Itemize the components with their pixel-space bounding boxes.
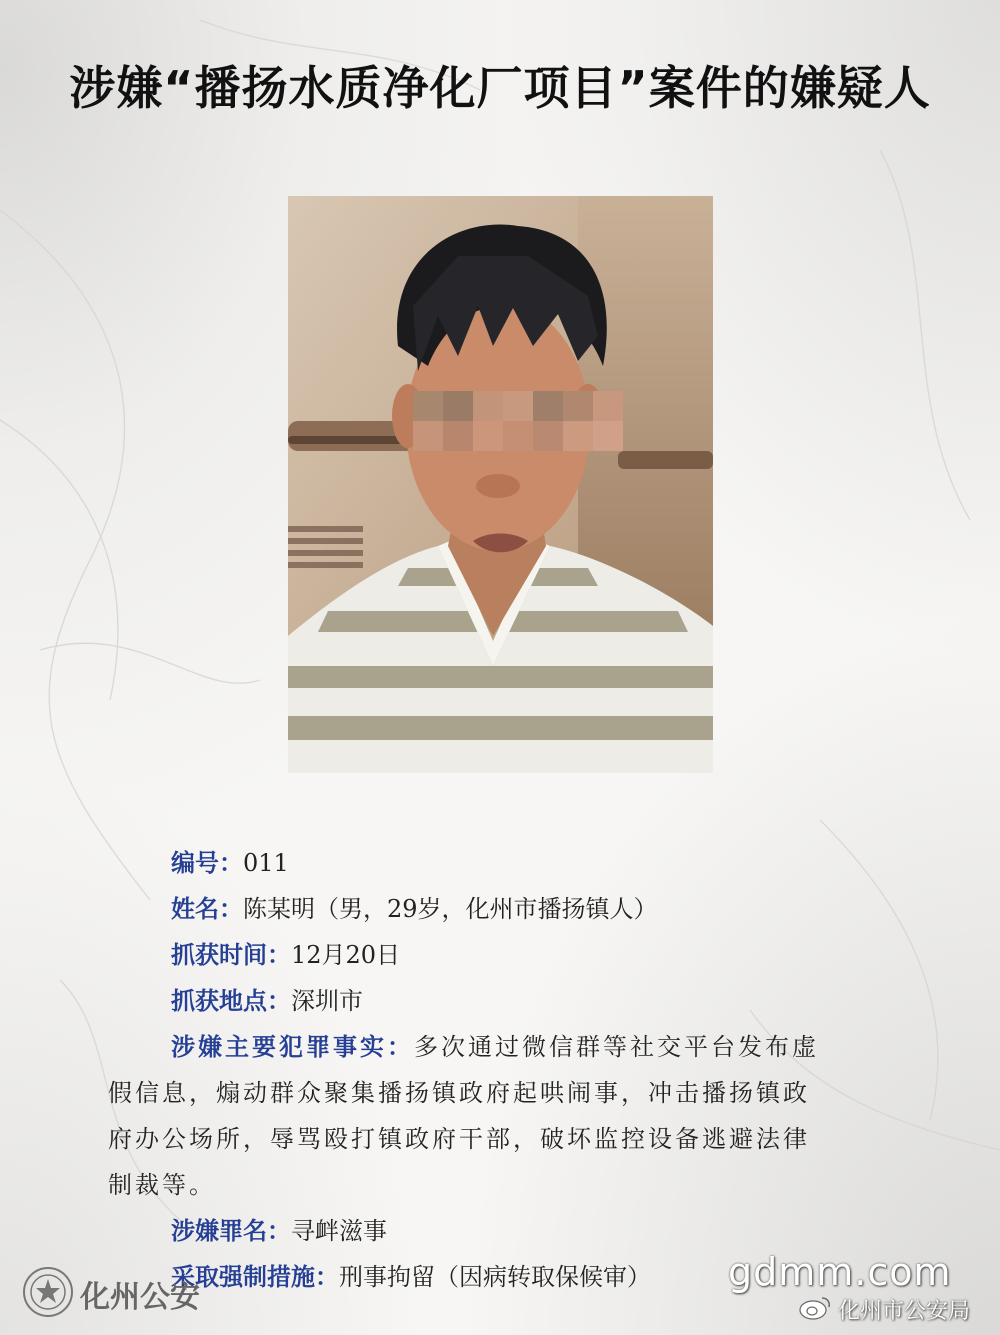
number-value: 011 (243, 849, 289, 877)
field-capture-place (108, 978, 908, 1024)
face-mosaic (413, 391, 623, 451)
number-label: 编号： (171, 848, 243, 877)
capture-time-value: 12月20日 (291, 941, 401, 969)
capture-place-value: 深圳市 (291, 987, 363, 1015)
police-badge-icon (22, 1266, 74, 1318)
source-watermark: 化州市公安局 (838, 1299, 971, 1324)
capture-place-label: 抓获地点： (171, 986, 291, 1015)
charge-value: 寻衅滋事 (291, 1217, 387, 1245)
site-watermark: gdmm.com (728, 1250, 952, 1294)
weibo-icon (798, 1294, 832, 1320)
name-value: 陈某明（男，29岁，化州市播扬镇人） (243, 895, 658, 923)
name-label: 姓名： (171, 894, 243, 923)
charge-label: 涉嫌罪名： (171, 1216, 291, 1245)
facts-line-4: 制裁等。 (108, 1171, 216, 1199)
facts-line-3: 府办公场所，辱骂殴打镇政府干部，破坏监控设备逃避法律 (108, 1125, 810, 1153)
facts-line-1: 多次通过微信群等社交平台发布虚 (414, 1033, 819, 1061)
field-name (108, 886, 908, 932)
facts-line-2: 假信息，煽动群众聚集播扬镇政府起哄闹事，冲击播扬镇政 (108, 1079, 810, 1107)
field-number (108, 840, 908, 886)
police-badge-text: 化州公安 (80, 1280, 200, 1315)
field-capture-time (108, 932, 908, 978)
page-title: 涉嫌“播扬水质净化厂项目”案件的嫌疑人 (69, 61, 931, 115)
measure-value: 刑事拘留（因病转取保候审） (339, 1263, 651, 1291)
suspect-photo (288, 196, 713, 773)
field-charge (108, 1208, 908, 1254)
suspect-portrait-image (288, 196, 713, 773)
measure-label: 采取强制措施： (171, 1262, 339, 1291)
facts-label: 涉嫌主要犯罪事实： (171, 1032, 414, 1061)
field-facts (108, 1024, 908, 1070)
suspect-info (108, 840, 908, 1300)
capture-time-label: 抓获时间： (171, 940, 291, 969)
